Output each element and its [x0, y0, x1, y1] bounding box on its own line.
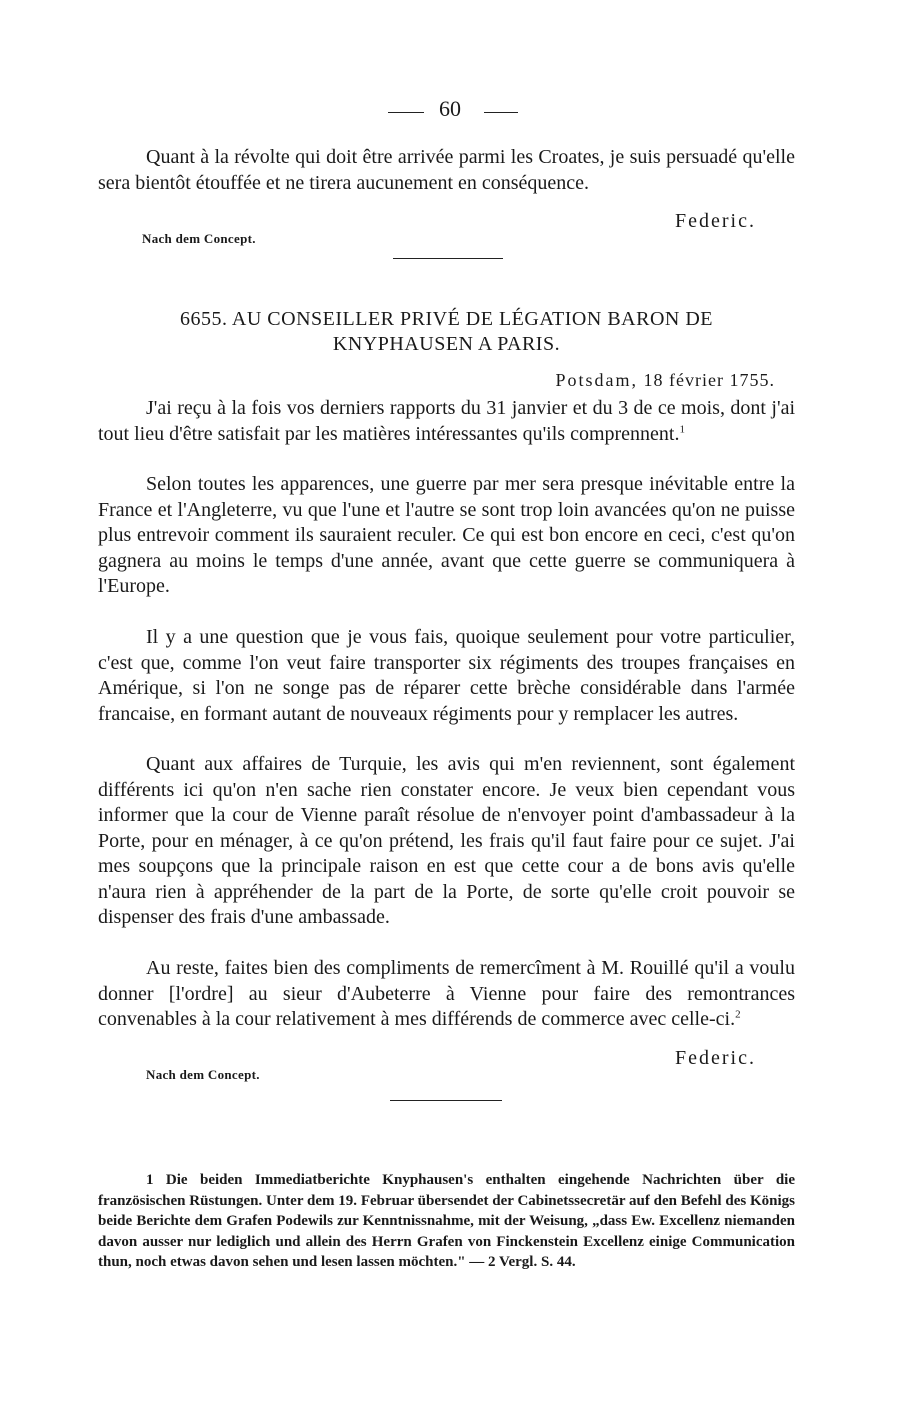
letter-heading-line2: KNYPHAUSEN A PARIS.	[332, 333, 561, 355]
letter-paragraph-2: Selon toutes les apparences, une guerre par mer sera presque inévitable entre la France et l'Angleterre, vu que l'une et l'autre se sont trop loin avancées qu'on ne puisse plus entrevoir comment ils sauraient reculer. Ce qui est bon encore en ceci, c'est qu'on gagnera au moins le temps d'une année, avant que cette guerre se communiquera à l'Europe.	[98, 473, 795, 597]
dateline-date: 18 février 1755.	[643, 370, 775, 390]
header-dash-left	[388, 112, 424, 113]
letter-paragraph-4: Quant aux affaires de Turquie, les avis qui m'en reviennent, sont également différents ici qu'on n'en sache rien constater encore. Je veux bien cependant vous informer que la cour de Vienne paraît résolue de n'envoyer point d'ambassadeur à la Porte, pour en ménager, à ce qu'on prétend, les frais qu'il faut faire pour ce sujet. J'ai mes soupçons que la principale raison en est que cette cour a de bons avis qu'elle n'aura rien à appréhender de la part de la Porte, de sorte qu'elle croit pouvoir se dispenser des frais d'une ambassade.	[98, 753, 795, 928]
footnote-ref-2: 2	[735, 1008, 741, 1021]
header-dash-right	[484, 112, 518, 113]
letter-number: 6655.	[180, 308, 228, 330]
letter-paragraph-1-text: J'ai reçu à la fois vos derniers rapports du 31 janvier et du 3 de ce mois, dont j'ai tout lieu d'être satisfait par les matières intéressantes qu'ils comprennent.	[98, 397, 795, 445]
letter-paragraph-5	[98, 956, 795, 1033]
previous-letter-paragraph: Quant à la révolte qui doit être arrivée parmi les Croates, je suis persuadé qu'elle sera bientôt étouffée et ne tirera aucunement en conséquence.	[98, 146, 795, 194]
letter-heading-line1: AU CONSEILLER PRIVÉ DE LÉGATION BARON DE	[231, 308, 713, 330]
previous-letter-signature: Federic.	[675, 210, 756, 232]
letter-paragraph-3: Il y a une question que je vous fais, quoique seulement pour votre particulier, c'est que, comme l'on veut faire transporter six régiments des troupes françaises en Amérique, si l'on ne songe pas de réparer cette brèche considérable dans l'armée francaise, en formant autant de nouveaux régiments pour y remplacer les autres.	[98, 626, 795, 725]
letter-heading	[98, 308, 795, 331]
letter-paragraph-5-text: Au reste, faites bien des compliments de remercîment à M. Rouillé qu'il a voulu donner [l'ordre] au sieur d'Aubeterre à Vienne pour faire des remontrances convenables à la cour relativement à mes différends de commerce avec celle-ci.	[98, 957, 795, 1030]
footnote-divider	[390, 1100, 502, 1101]
previous-letter-source: Nach dem Concept.	[142, 231, 256, 246]
letter-source: Nach dem Concept.	[146, 1067, 260, 1082]
page-number: 60	[439, 96, 461, 121]
footnote-ref-1: 1	[679, 422, 685, 435]
dateline-place: Potsdam,	[555, 370, 639, 390]
letter-signature: Federic.	[675, 1047, 756, 1069]
section-divider	[393, 258, 503, 259]
letter-paragraph-1	[98, 396, 795, 447]
dateline	[556, 370, 775, 391]
footnotes: 1 Die beiden Immediatberichte Knyphausen's enthalten eingehende Nachrichten über die französischen Rüstungen. Unter dem 19. Februar übersendet der Cabinetssecretär auf den Befehl des Königs beide Berichte dem Grafen Podewils zur Kenntnissnahme, mit der Weisung, „dass Ew. Excellenz niemanden davon ausser nur lediglich und allein des Herrn Grafen von Finckenstein Excellenz einige Communication thun, noch etwas davon sehen und lesen lassen möchten." — 2 Vergl. S. 44.	[98, 1172, 795, 1270]
